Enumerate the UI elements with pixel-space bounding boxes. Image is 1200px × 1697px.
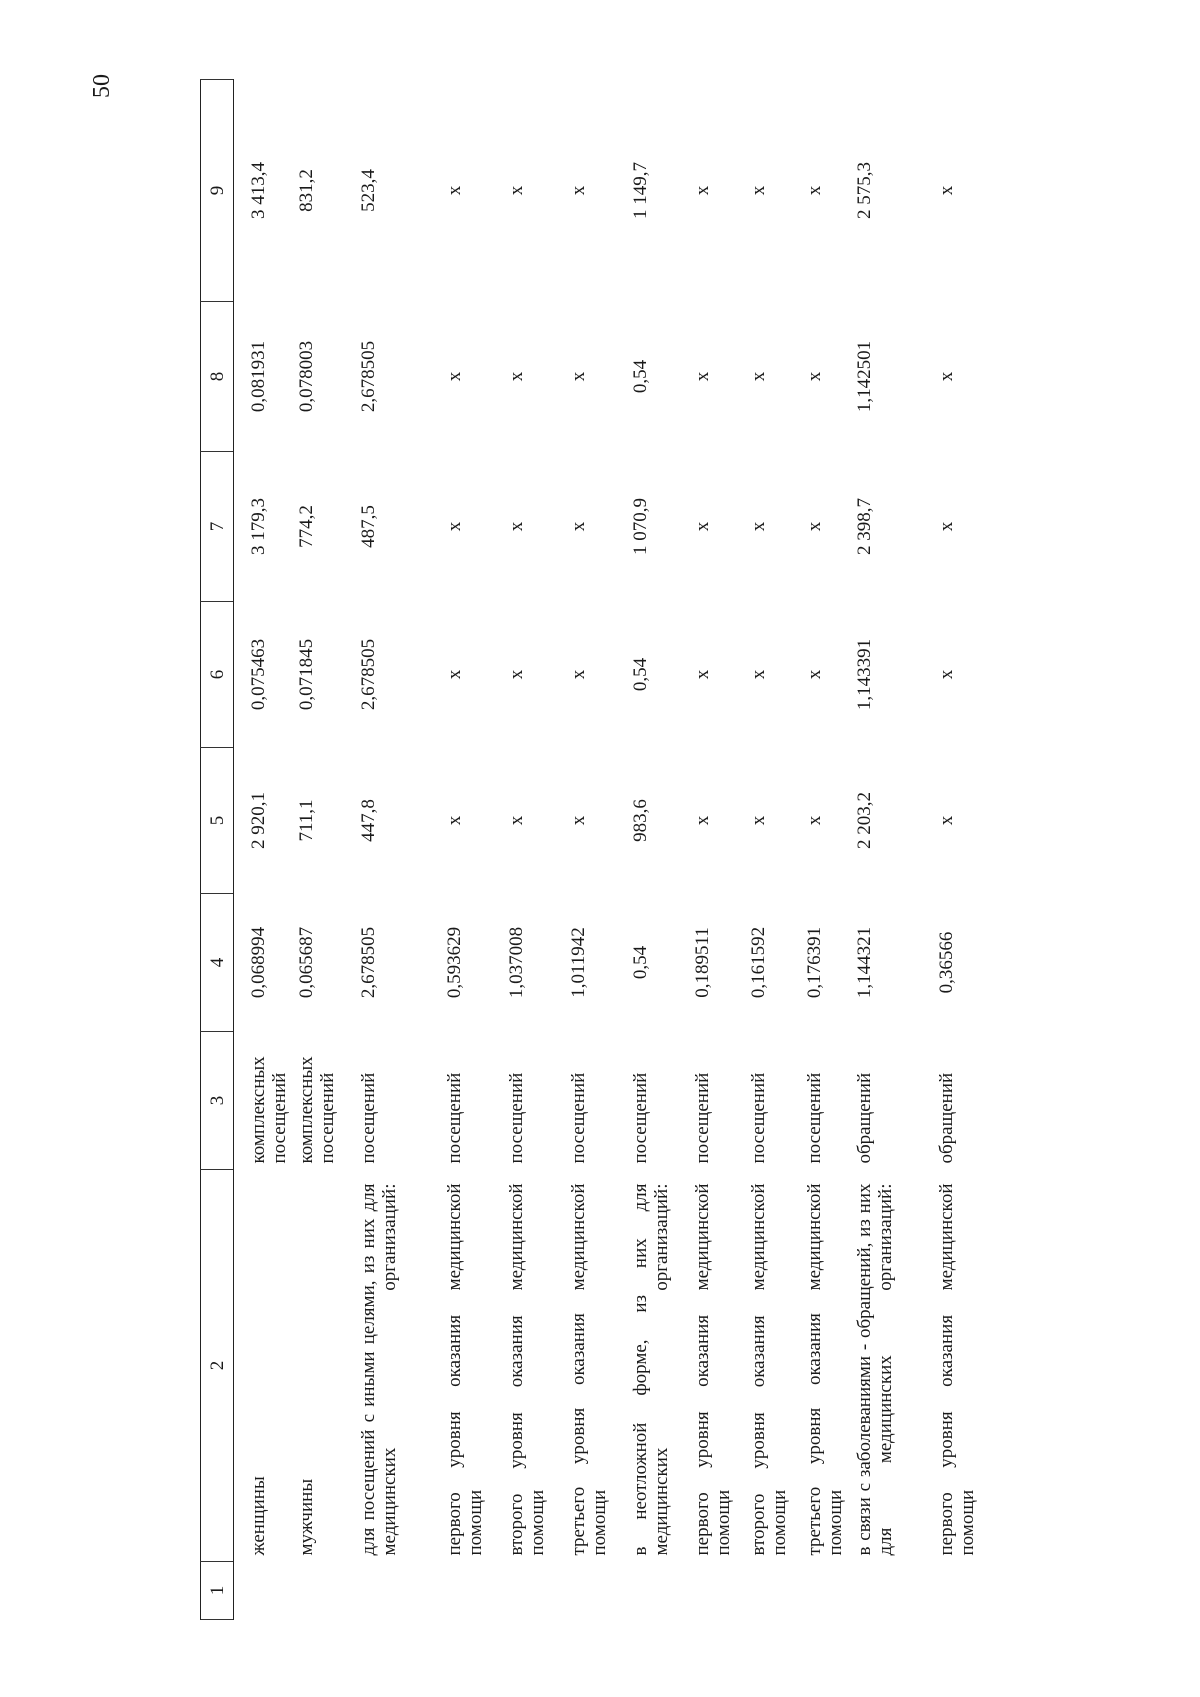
cell-col-9: х (691, 185, 713, 196)
cell-col-7: 487,5 (357, 505, 379, 548)
cell-col-1 (296, 1562, 358, 1620)
cell-col-3: посещений (357, 1072, 379, 1164)
column-header-2: 2 (201, 1170, 234, 1562)
table-row (506, 80, 568, 1620)
cell-col-3: посещений (567, 1072, 589, 1164)
table-row (854, 80, 936, 1620)
cell-col-7: 3 179,3 (248, 498, 269, 555)
page-number: 50 (89, 74, 115, 98)
cell-col-2: первого уровня оказания медицинской помощи (443, 1183, 486, 1556)
cell-col-8: 1,142501 (853, 340, 875, 413)
cell-col-7: 2 398,7 (853, 498, 875, 555)
table-row (358, 80, 444, 1620)
cell-col-4: 0,068994 (248, 926, 269, 999)
cell-col-7: х (443, 521, 465, 532)
column-header-8: 8 (201, 302, 234, 452)
cell-col-9: 523,4 (357, 169, 379, 212)
column-header-1: 1 (201, 1562, 234, 1620)
cell-col-6: 0,071845 (295, 638, 317, 711)
cell-col-7: х (505, 521, 527, 532)
cell-col-4: 1,011942 (567, 927, 589, 998)
cell-col-5: х (803, 815, 825, 826)
cell-col-2: третьего уровня оказания медицинской помощи (567, 1183, 610, 1556)
cell-col-3: посещений (803, 1072, 825, 1164)
cell-col-6: 0,54 (629, 657, 651, 692)
cell-col-5: х (505, 815, 527, 826)
cell-col-1 (506, 1562, 568, 1620)
cell-col-1 (234, 1562, 296, 1620)
cell-col-5: 2 203,2 (853, 792, 875, 849)
cell-col-7: х (803, 521, 825, 532)
cell-col-1 (692, 1562, 748, 1620)
table-body (234, 80, 996, 1620)
table-row (296, 80, 358, 1620)
cell-col-8: х (567, 371, 589, 382)
cell-col-2: мужчины (295, 1478, 317, 1556)
cell-col-2: первого уровня оказания медицинской помощи (691, 1183, 734, 1556)
table-row (568, 80, 630, 1620)
cell-col-1 (748, 1562, 804, 1620)
cell-col-2: для посещений с иными целями, из них для медицинских организаций: (357, 1183, 400, 1556)
cell-col-5: 447,8 (357, 799, 379, 842)
cell-col-2: второго уровня оказания медицинской помощи (505, 1183, 548, 1556)
cell-col-9: х (935, 185, 957, 196)
table-row (444, 80, 506, 1620)
column-header-6: 6 (201, 602, 234, 748)
cell-col-4: 0,36566 (935, 931, 957, 994)
cell-col-6: х (935, 669, 957, 680)
cell-col-3: комплексных посещений (295, 1056, 338, 1164)
cell-col-7: 1 070,9 (629, 498, 651, 555)
cell-col-3: посещений (443, 1072, 465, 1164)
cell-col-3: посещений (505, 1072, 527, 1164)
cell-col-5: 2 920,1 (248, 792, 269, 849)
cell-col-6: 0,075463 (248, 638, 269, 711)
cell-col-4: 0,593629 (443, 926, 465, 999)
header-row (201, 80, 234, 1620)
table-row (630, 80, 692, 1620)
cell-col-4: 1,144321 (853, 926, 875, 999)
column-header-3: 3 (201, 1032, 234, 1170)
cell-col-6: х (803, 669, 825, 680)
cell-col-5: 711,1 (295, 799, 317, 842)
cell-col-5: 983,6 (629, 799, 651, 842)
cell-col-8: 0,078003 (295, 340, 317, 413)
cell-col-6: х (567, 669, 589, 680)
cell-col-4: 0,065687 (295, 926, 317, 999)
cell-col-8: х (803, 371, 825, 382)
table-row (234, 80, 296, 1620)
cell-col-3: посещений (629, 1072, 651, 1164)
cell-col-5: х (691, 815, 713, 826)
cell-col-6: 1,143391 (853, 638, 875, 711)
cell-col-6: х (443, 669, 465, 680)
cell-col-8: х (691, 371, 713, 382)
column-header-4: 4 (201, 894, 234, 1032)
cell-col-9: х (803, 185, 825, 196)
cell-col-8: х (505, 371, 527, 382)
cell-col-9: х (747, 185, 769, 196)
cell-col-9: 3 413,4 (248, 162, 269, 219)
cell-col-7: х (691, 521, 713, 532)
cell-col-8: 2,678505 (357, 340, 379, 413)
data-table (200, 79, 996, 1620)
cell-col-1 (444, 1562, 506, 1620)
cell-col-5: х (443, 815, 465, 826)
cell-col-7: х (747, 521, 769, 532)
cell-col-3: обращений (935, 1072, 957, 1164)
cell-col-1 (358, 1562, 444, 1620)
column-header-7: 7 (201, 452, 234, 602)
cell-col-3: посещений (691, 1072, 713, 1164)
cell-col-1 (804, 1562, 854, 1620)
cell-col-3: обращений (853, 1072, 875, 1164)
cell-col-7: 774,2 (295, 505, 317, 548)
data-table-rotated (200, 80, 1060, 1620)
cell-col-6: х (691, 669, 713, 680)
cell-col-4: 0,189511 (691, 927, 713, 998)
cell-col-8: х (935, 371, 957, 382)
cell-col-6: х (747, 669, 769, 680)
cell-col-4: 1,037008 (505, 926, 527, 999)
cell-col-1 (854, 1562, 936, 1620)
column-header-5: 5 (201, 748, 234, 894)
cell-col-4: 2,678505 (357, 926, 379, 999)
cell-col-4: 0,176391 (803, 926, 825, 999)
cell-col-4: 0,161592 (747, 926, 769, 999)
cell-col-7: х (935, 521, 957, 532)
cell-col-8: 0,54 (629, 359, 651, 394)
cell-col-9: 2 575,3 (853, 162, 875, 219)
cell-col-9: 1 149,7 (629, 162, 651, 219)
cell-col-2: в связи с заболеваниями - обращений, из них для медицинских организаций: (853, 1183, 896, 1556)
cell-col-8: 0,081931 (248, 340, 269, 413)
cell-col-2: женщины (248, 1476, 269, 1556)
cell-col-5: х (935, 815, 957, 826)
table-row (936, 80, 996, 1620)
column-header-9: 9 (201, 80, 234, 302)
cell-col-1 (568, 1562, 630, 1620)
cell-col-2: первого уровня оказания медицинской помощи (935, 1183, 978, 1556)
cell-col-1 (936, 1562, 996, 1620)
cell-col-8: х (443, 371, 465, 382)
cell-col-6: х (505, 669, 527, 680)
table-row (748, 80, 804, 1620)
cell-col-1 (630, 1562, 692, 1620)
cell-col-5: х (567, 815, 589, 826)
cell-col-9: х (443, 185, 465, 196)
table-row (804, 80, 854, 1620)
cell-col-2: третьего уровня оказания медицинской помощи (803, 1183, 846, 1556)
cell-col-9: 831,2 (295, 169, 317, 212)
cell-col-8: х (747, 371, 769, 382)
cell-col-9: х (505, 185, 527, 196)
cell-col-2: второго уровня оказания медицинской помощи (747, 1183, 790, 1556)
cell-col-4: 0,54 (629, 945, 651, 980)
cell-col-2: в неотложной форме, из них для медицинских организаций: (629, 1183, 672, 1556)
cell-col-3: посещений (747, 1072, 769, 1164)
cell-col-3: комплексных посещений (248, 1056, 290, 1164)
table-row (692, 80, 748, 1620)
cell-col-7: х (567, 521, 589, 532)
cell-col-9: х (567, 185, 589, 196)
cell-col-5: х (747, 815, 769, 826)
cell-col-6: 2,678505 (357, 638, 379, 711)
